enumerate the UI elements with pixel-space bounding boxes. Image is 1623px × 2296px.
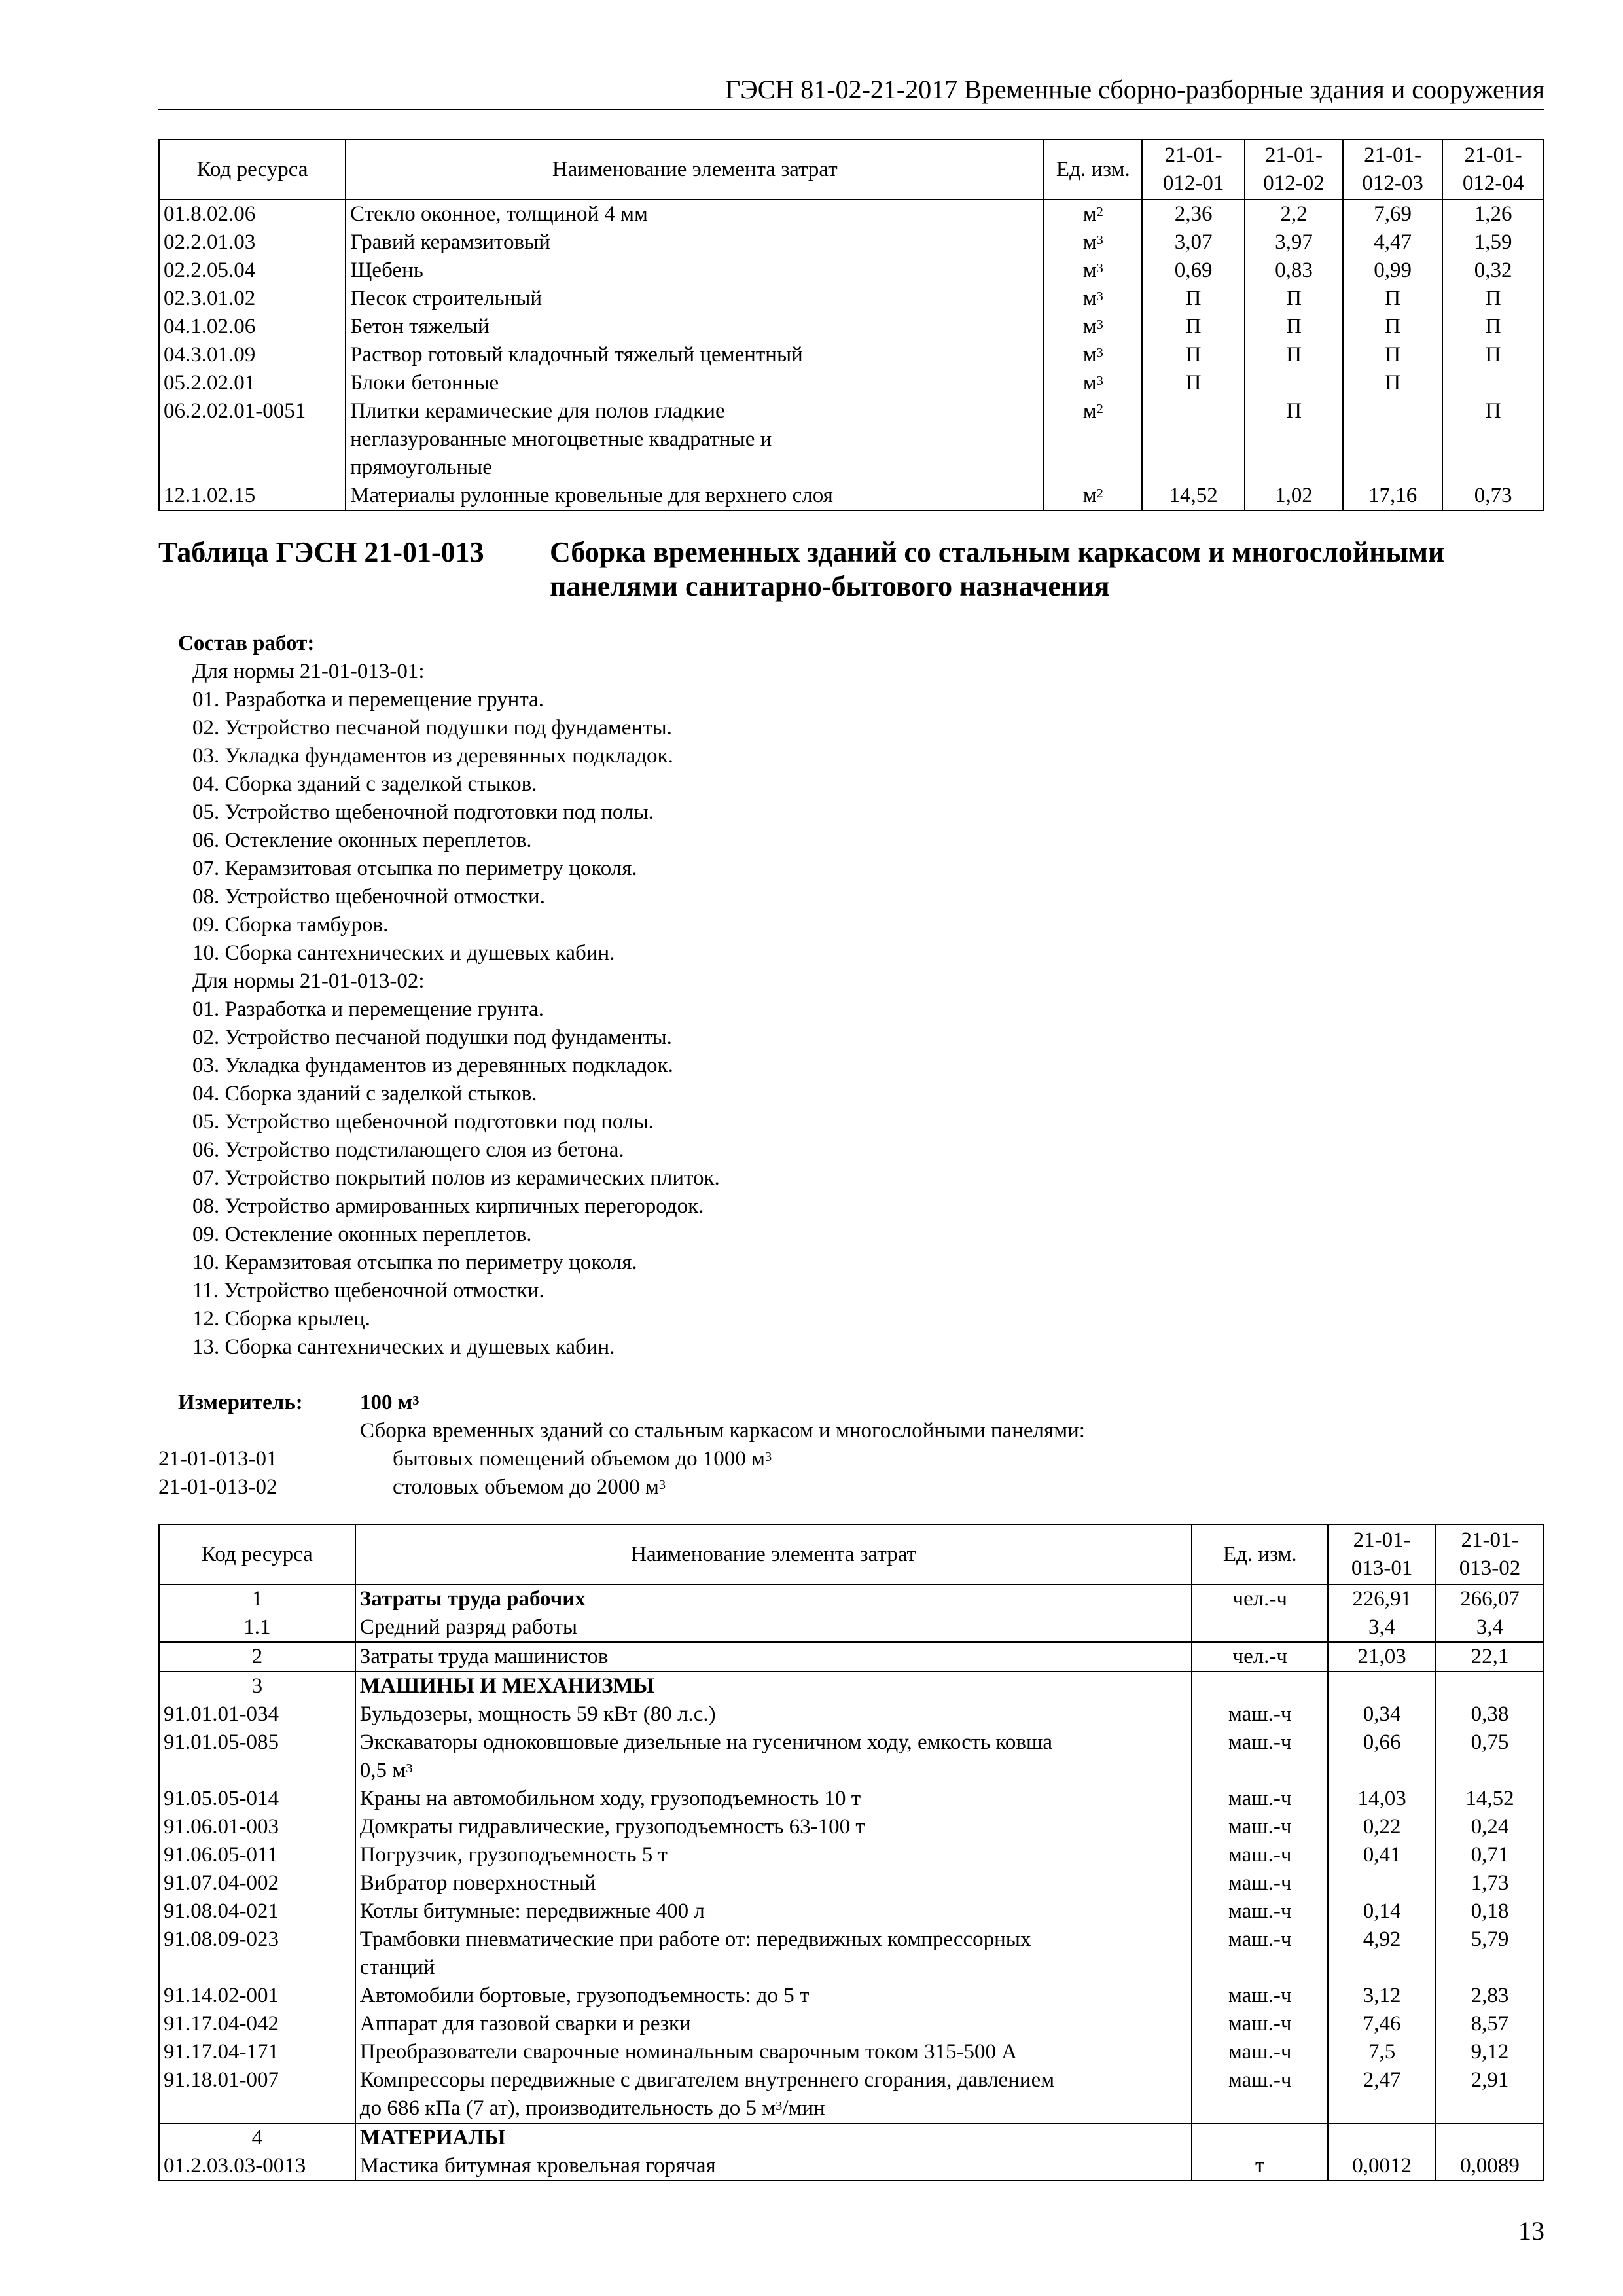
resource-unit: т — [1192, 2152, 1328, 2181]
resource-unit: маш.-ч — [1192, 1700, 1328, 1729]
work-step: 07. Устройство покрытий полов из керамических плиток. — [192, 1166, 720, 1190]
value-013-02: 266,07 — [1436, 1585, 1544, 1613]
value-012-04: 1,59 — [1442, 228, 1544, 257]
value-012-03 — [1343, 397, 1442, 482]
value-013-01: 4,92 — [1328, 1926, 1436, 1982]
table-number: Таблица ГЭСН 21-01-013 — [158, 536, 484, 568]
value-012-04: П — [1442, 397, 1544, 482]
value-012-04: 1,26 — [1442, 200, 1544, 228]
column-header-012-03: 21-01- 012-03 — [1343, 139, 1442, 200]
table-row — [159, 1642, 1544, 1672]
work-step: Для нормы 21-01-013-02: — [192, 969, 425, 993]
work-composition-heading: Состав работ: — [178, 632, 315, 655]
value-013-02: 0,0089 — [1436, 2152, 1544, 2181]
resource-unit: $м^3$ — [1044, 341, 1142, 369]
resource-name: Раствор готовый кладочный тяжелый цементный — [346, 341, 1044, 369]
work-step: 05. Устройство щебеночной подготовки под полы. — [192, 1110, 654, 1134]
meter-item — [158, 1445, 1271, 1473]
resource-code: 91.08.04-021 — [159, 1897, 355, 1926]
table-row — [159, 1785, 1544, 1813]
value-013-01: 2,47 — [1328, 2066, 1436, 2123]
resource-unit: маш.-ч — [1192, 2010, 1328, 2038]
value-012-04: 0,73 — [1442, 482, 1544, 511]
resource-code: 06.2.02.01-0051 — [159, 397, 346, 482]
meter-block — [158, 1389, 1271, 1501]
value-013-01: 3,4 — [1328, 1613, 1436, 1642]
resource-name: Песок строительный — [346, 285, 1044, 313]
value-013-02: 14,52 — [1436, 1785, 1544, 1813]
value-012-01: 14,52 — [1142, 482, 1245, 511]
table-section-row — [159, 2123, 1544, 2152]
table-row — [159, 2152, 1544, 2181]
value-013-02: 0,38 — [1436, 1700, 1544, 1729]
resource-unit: маш.-ч — [1192, 1785, 1328, 1813]
work-step: 06. Остекление оконных переплетов. — [192, 829, 532, 852]
resource-name: Экскаваторы одноковшовые дизельные на гусеничном ходу, емкость ковша 0,5 $м^3$ — [355, 1729, 1192, 1785]
resource-unit: маш.-ч — [1192, 1982, 1328, 2010]
meter-item — [158, 1473, 1271, 1501]
resource-code: 01.2.03.03-0013 — [159, 2152, 355, 2181]
resource-table-013 — [158, 1524, 1544, 2181]
table-caption: Сборка временных зданий со стальным каркасом и многослойными панелями санитарно-бытового назначения — [550, 536, 1445, 602]
value-012-01: 3,07 — [1142, 228, 1245, 257]
resource-name: Гравий керамзитовый — [346, 228, 1044, 257]
value-013-02: 1,73 — [1436, 1869, 1544, 1897]
table-row — [159, 1585, 1544, 1613]
work-step: 03. Укладка фундаментов из деревянных подкладок. — [192, 744, 673, 768]
meter-label: Измеритель: — [178, 1391, 303, 1414]
resource-code: 91.17.04-171 — [159, 2038, 355, 2066]
value-012-02: П — [1245, 285, 1343, 313]
value-013-01: 0,0012 — [1328, 2152, 1436, 2181]
resource-unit: $м^3$ — [1044, 257, 1142, 285]
value-013-02: 0,71 — [1436, 1841, 1544, 1869]
value-013-02: 9,12 — [1436, 2038, 1544, 2066]
work-step: 08. Устройство армированных кирпичных перегородок. — [192, 1194, 704, 1218]
table-row — [159, 1613, 1544, 1642]
value-012-02: 0,83 — [1245, 257, 1343, 285]
resource-code: 91.08.09-023 — [159, 1926, 355, 1982]
meter-description: Сборка временных зданий со стальным каркасом и многослойными панелями: — [360, 1419, 1085, 1443]
resource-code: 2 — [159, 1642, 355, 1672]
value-012-04: П — [1442, 313, 1544, 341]
value-012-02: 1,02 — [1245, 482, 1343, 511]
resource-code: 04.1.02.06 — [159, 313, 346, 341]
resource-unit: $м^2$ — [1044, 397, 1142, 482]
work-step: 08. Устройство щебеночной отмостки. — [192, 885, 545, 908]
column-header-012-01: 21-01- 012-01 — [1142, 139, 1245, 200]
work-step: 09. Остекление оконных переплетов. — [192, 1223, 532, 1246]
work-step: 06. Устройство подстилающего слоя из бетона. — [192, 1138, 624, 1162]
resource-code: 91.05.05-014 — [159, 1785, 355, 1813]
value-012-03: 7,69 — [1343, 200, 1442, 228]
value-013-02: 0,75 — [1436, 1729, 1544, 1785]
value-012-01: П — [1142, 369, 1245, 397]
resource-code: 1 — [159, 1585, 355, 1613]
resource-name: Преобразователи сварочные номинальным сварочным током 315-500 А — [355, 2038, 1192, 2066]
column-header-code: Код ресурса — [159, 1524, 355, 1585]
value-012-04: 0,32 — [1442, 257, 1544, 285]
work-step: 04. Сборка зданий с заделкой стыков. — [192, 772, 537, 796]
value-012-01: 2,36 — [1142, 200, 1245, 228]
resource-code: 05.2.02.01 — [159, 369, 346, 397]
column-header-code: Код ресурса — [159, 139, 346, 200]
value-012-03: 0,99 — [1343, 257, 1442, 285]
section-name: МАШИНЫ И МЕХАНИЗМЫ — [355, 1672, 1192, 1700]
resource-code: 91.07.04-002 — [159, 1869, 355, 1897]
value-013-01: 0,14 — [1328, 1897, 1436, 1926]
resource-name: Бетон тяжелый — [346, 313, 1044, 341]
work-step: 02. Устройство песчаной подушки под фундаменты. — [192, 716, 672, 740]
table-row — [159, 1813, 1544, 1841]
table-row — [159, 1926, 1544, 1982]
work-step: 13. Сборка сантехнических и душевых кабин. — [192, 1335, 615, 1359]
resource-name: Блоки бетонные — [346, 369, 1044, 397]
resource-name: Котлы битумные: передвижные 400 л — [355, 1897, 1192, 1926]
resource-unit: маш.-ч — [1192, 1729, 1328, 1785]
resource-code: 02.3.01.02 — [159, 285, 346, 313]
table-row — [159, 369, 1544, 397]
resource-unit: $м^3$ — [1044, 313, 1142, 341]
table-header-row — [159, 1524, 1544, 1585]
page-number: 13 — [1518, 2216, 1544, 2246]
table-row — [159, 482, 1544, 511]
column-header-012-02: 21-01- 012-02 — [1245, 139, 1343, 200]
resource-code: 91.17.04-042 — [159, 2010, 355, 2038]
table-row — [159, 397, 1544, 482]
value-013-02: 3,4 — [1436, 1613, 1544, 1642]
work-step: 01. Разработка и перемещение грунта. — [192, 688, 544, 711]
resource-name: Домкраты гидравлические, грузоподъемность 63-100 т — [355, 1813, 1192, 1841]
resource-unit — [1192, 1613, 1328, 1642]
value-012-02: 3,97 — [1245, 228, 1343, 257]
value-012-03: 17,16 — [1343, 482, 1442, 511]
resource-name: Затраты труда машинистов — [355, 1642, 1192, 1672]
resource-name: Стекло оконное, толщиной 4 мм — [346, 200, 1044, 228]
norm-code: 21-01-013-02 — [158, 1475, 277, 1499]
table-row — [159, 1729, 1544, 1785]
value-013-02: 0,24 — [1436, 1813, 1544, 1841]
value-013-01: 0,41 — [1328, 1841, 1436, 1869]
table-header-row — [159, 139, 1544, 200]
resource-code: 91.01.01-034 — [159, 1700, 355, 1729]
column-header-unit: Ед. изм. — [1044, 139, 1142, 200]
resource-unit: маш.-ч — [1192, 1869, 1328, 1897]
resource-unit: $м^3$ — [1044, 285, 1142, 313]
work-step: 10. Сборка сантехнических и душевых кабин. — [192, 941, 615, 965]
value-012-02 — [1245, 369, 1343, 397]
table-row — [159, 1897, 1544, 1926]
value-013-01: 0,66 — [1328, 1729, 1436, 1785]
value-012-01: П — [1142, 285, 1245, 313]
column-header-012-04: 21-01- 012-04 — [1442, 139, 1544, 200]
resource-code: 02.2.01.03 — [159, 228, 346, 257]
resource-unit: маш.-ч — [1192, 1841, 1328, 1869]
resource-name: Краны на автомобильном ходу, грузоподъемность 10 т — [355, 1785, 1192, 1813]
value-012-03: П — [1343, 341, 1442, 369]
resource-code: 91.01.05-085 — [159, 1729, 355, 1785]
column-header-name: Наименование элемента затрат — [346, 139, 1044, 200]
value-013-01: 7,5 — [1328, 2038, 1436, 2066]
resource-code: 1.1 — [159, 1613, 355, 1642]
resource-unit: маш.-ч — [1192, 1897, 1328, 1926]
work-step: 11. Устройство щебеночной отмостки. — [192, 1279, 544, 1302]
resource-unit: $м^3$ — [1044, 369, 1142, 397]
resource-code: 02.2.05.04 — [159, 257, 346, 285]
resource-name: Затраты труда рабочих — [355, 1585, 1192, 1613]
norm-code: 21-01-013-01 — [158, 1447, 277, 1471]
column-header-unit: Ед. изм. — [1192, 1524, 1328, 1585]
value-012-03: П — [1343, 369, 1442, 397]
value-012-04: П — [1442, 285, 1544, 313]
norm-text: бытовых помещений объемом до 1000 $м^3$ — [393, 1447, 772, 1471]
value-012-04 — [1442, 369, 1544, 397]
value-012-01: П — [1142, 313, 1245, 341]
resource-code: 04.3.01.09 — [159, 341, 346, 369]
resource-code: 91.06.01-003 — [159, 1813, 355, 1841]
resource-code: 12.1.02.15 — [159, 482, 346, 511]
table-row — [159, 1841, 1544, 1869]
column-header-name: Наименование элемента затрат — [355, 1524, 1192, 1585]
table-row — [159, 228, 1544, 257]
section-name: МАТЕРИАЛЫ — [355, 2123, 1192, 2152]
value-012-02: П — [1245, 341, 1343, 369]
resource-unit: чел.-ч — [1192, 1585, 1328, 1613]
value-013-02: 8,57 — [1436, 2010, 1544, 2038]
table-row — [159, 341, 1544, 369]
work-step: 12. Сборка крылец. — [192, 1307, 370, 1331]
value-013-02: 0,18 — [1436, 1897, 1544, 1926]
work-step: 03. Укладка фундаментов из деревянных подкладок. — [192, 1054, 673, 1077]
table-row — [159, 285, 1544, 313]
resource-unit: $м^3$ — [1044, 228, 1142, 257]
resource-unit: маш.-ч — [1192, 1926, 1328, 1982]
resource-name: Материалы рулонные кровельные для верхнего слоя — [346, 482, 1044, 511]
work-step: 02. Устройство песчаной подушки под фундаменты. — [192, 1026, 672, 1049]
resource-code: 91.06.05-011 — [159, 1841, 355, 1869]
value-012-02: П — [1245, 397, 1343, 482]
work-step: Для нормы 21-01-013-01: — [192, 660, 425, 683]
resource-name: Мастика битумная кровельная горячая — [355, 2152, 1192, 2181]
table-row — [159, 257, 1544, 285]
work-step: 07. Керамзитовая отсыпка по периметру цоколя. — [192, 857, 637, 880]
value-013-01: 3,12 — [1328, 1982, 1436, 2010]
resource-name: Компрессоры передвижные с двигателем внутреннего сгорания, давлением до 686 кПа (7 ат), производительность до 5 $м^3$/мин — [355, 2066, 1192, 2123]
resource-name: Вибратор поверхностный — [355, 1869, 1192, 1897]
work-step: 09. Сборка тамбуров. — [192, 913, 389, 937]
resource-code: 91.18.01-007 — [159, 2066, 355, 2123]
resource-table-012 — [158, 139, 1544, 511]
column-header-013-02: 21-01- 013-02 — [1436, 1524, 1544, 1585]
value-012-01: П — [1142, 341, 1245, 369]
value-013-02: 22,1 — [1436, 1642, 1544, 1672]
value-012-01: 0,69 — [1142, 257, 1245, 285]
running-header: ГЭСН 81-02-21-2017 Временные сборно-разборные здания и сооружения — [158, 73, 1544, 110]
value-013-01: 0,22 — [1328, 1813, 1436, 1841]
resource-code: 01.8.02.06 — [159, 200, 346, 228]
norm-text: столовых объемом до 2000 $м^3$ — [393, 1475, 666, 1499]
resource-unit: чел.-ч — [1192, 1642, 1328, 1672]
value-012-02: 2,2 — [1245, 200, 1343, 228]
value-012-04: П — [1442, 341, 1544, 369]
work-step: 10. Керамзитовая отсыпка по периметру цоколя. — [192, 1251, 637, 1274]
value-013-01: 226,91 — [1328, 1585, 1436, 1613]
value-012-03: П — [1343, 313, 1442, 341]
value-013-01: 21,03 — [1328, 1642, 1436, 1672]
value-012-03: 4,47 — [1343, 228, 1442, 257]
value-013-02: 2,83 — [1436, 1982, 1544, 2010]
resource-name: Плитки керамические для полов гладкие неглазурованные многоцветные квадратные и прямоугольные — [346, 397, 1044, 482]
table-row — [159, 313, 1544, 341]
table-section-row — [159, 1672, 1544, 1700]
value-012-01 — [1142, 397, 1245, 482]
column-header-013-01: 21-01- 013-01 — [1328, 1524, 1436, 1585]
work-step: 01. Разработка и перемещение грунта. — [192, 997, 544, 1021]
resource-name: Щебень — [346, 257, 1044, 285]
resource-name: Средний разряд работы — [355, 1613, 1192, 1642]
table-row — [159, 1982, 1544, 2010]
value-013-01: 0,34 — [1328, 1700, 1436, 1729]
table-row — [159, 1869, 1544, 1897]
resource-name: Трамбовки пневматические при работе от: передвижных компрессорных станций — [355, 1926, 1192, 1982]
resource-unit: маш.-ч — [1192, 2038, 1328, 2066]
resource-code: 91.14.02-001 — [159, 1982, 355, 2010]
resource-unit: $м^2$ — [1044, 482, 1142, 511]
resource-name: Бульдозеры, мощность 59 кВт (80 л.с.) — [355, 1700, 1192, 1729]
value-012-03: П — [1343, 285, 1442, 313]
resource-name: Погрузчик, грузоподъемность 5 т — [355, 1841, 1192, 1869]
work-composition — [178, 630, 720, 1361]
section-code: 4 — [159, 2123, 355, 2152]
resource-unit: $м^2$ — [1044, 200, 1142, 228]
value-013-01: 14,03 — [1328, 1785, 1436, 1813]
resource-unit: маш.-ч — [1192, 2066, 1328, 2123]
resource-name: Аппарат для газовой сварки и резки — [355, 2010, 1192, 2038]
value-012-02: П — [1245, 313, 1343, 341]
value-013-01 — [1328, 1869, 1436, 1897]
table-row — [159, 2010, 1544, 2038]
work-step: 05. Устройство щебеночной подготовки под полы. — [192, 800, 654, 824]
value-013-02: 2,91 — [1436, 2066, 1544, 2123]
resource-unit: маш.-ч — [1192, 1813, 1328, 1841]
value-013-01: 7,46 — [1328, 2010, 1436, 2038]
table-row — [159, 2038, 1544, 2066]
work-step: 04. Сборка зданий с заделкой стыков. — [192, 1082, 537, 1105]
table-row — [159, 2066, 1544, 2123]
resource-name: Автомобили бортовые, грузоподъемность: до 5 т — [355, 1982, 1192, 2010]
section-code: 3 — [159, 1672, 355, 1700]
value-013-02: 5,79 — [1436, 1926, 1544, 1982]
table-row — [159, 1700, 1544, 1729]
meter-value: 100 $м^3$ — [360, 1391, 419, 1414]
table-row — [159, 200, 1544, 228]
